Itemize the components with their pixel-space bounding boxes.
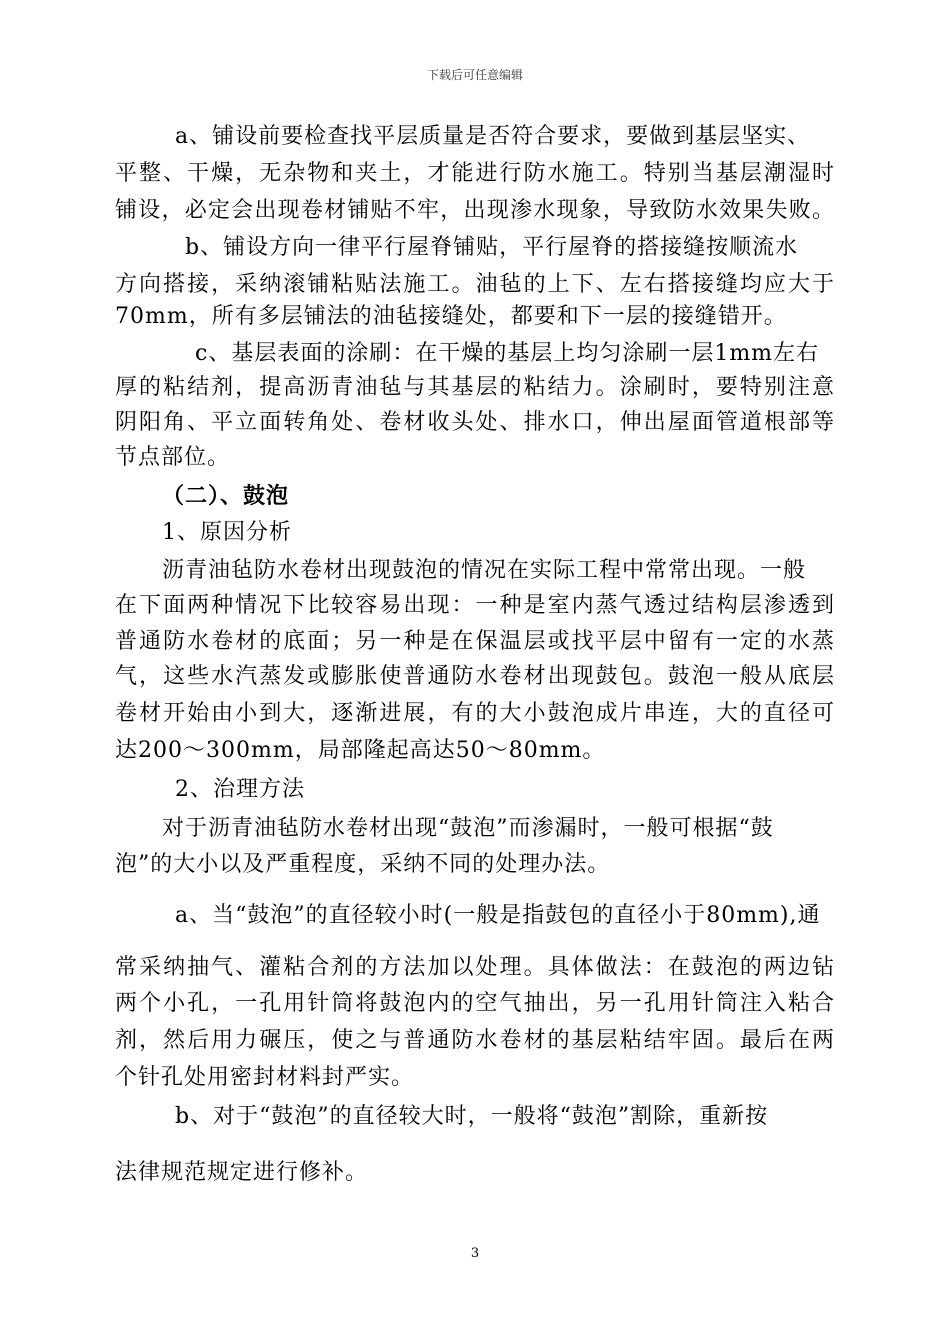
paragraph-line: 铺设，必定会出现卷材铺贴不牢，出现渗水现象，导致防水效果失败。 <box>115 198 835 223</box>
paragraph-line: b、铺设方向一律平行屋脊铺贴，平行屋脊的搭接缝按顺流水 <box>185 235 799 260</box>
subsection-heading: 1、原因分析 <box>162 520 292 545</box>
subsection-heading: 2、治理方法 <box>175 777 305 802</box>
paragraph-line: c、基层表面的涂刷：在干燥的基层上均匀涂刷一层1mm左右 <box>195 341 820 366</box>
page-number: 3 <box>470 1246 480 1261</box>
paragraph-line: b、对于“鼓泡”的直径较大时，一般将“鼓泡”割除，重新按 <box>175 1104 769 1129</box>
paragraph-line: a、铺设前要检查找平层质量是否符合要求，要做到基层坚实、 <box>175 124 811 149</box>
paragraph-line: 普通防水卷材的底面；另一种是在保温层或找平层中留有一定的水蒸 <box>115 629 835 654</box>
paragraph-line: 平整、干燥，无杂物和夹土，才能进行防水施工。特别当基层潮湿时 <box>115 161 835 186</box>
paragraph-line: 剂，然后用力碾压，使之与普通防水卷材的基层粘结牢固。最后在两 <box>115 1028 835 1053</box>
paragraph-line: 个针孔处用密封材料封严实。 <box>115 1065 415 1090</box>
paragraph-line: 泡”的大小以及严重程度，采纳不同的处理办法。 <box>115 852 611 877</box>
paragraph-line: 厚的粘结剂，提高沥青油毡与其基层的粘结力。涂刷时，要特别注意 <box>115 375 835 400</box>
paragraph-line: 卷材开始由小到大，逐渐进展，有的大小鼓泡成片串连，大的直径可 <box>115 701 835 726</box>
paragraph-line: 沥青油毡防水卷材出现鼓泡的情况在实际工程中常常出现。一般 <box>162 558 807 583</box>
paragraph-line: 70mm，所有多层铺法的油毡接缝处，都要和下一层的接缝错开。 <box>115 304 787 329</box>
paragraph-line: 法律规范规定进行修补。 <box>115 1160 369 1185</box>
paragraph-line: a、当“鼓泡”的直径较小时(一般是指鼓包的直径小于80mm),通 <box>175 903 821 928</box>
page-header: 下载后可任意编辑 <box>426 68 523 82</box>
paragraph-line: 阴阳角、平立面转角处、卷材收头处、排水口，伸出屋面管道根部等 <box>115 410 835 435</box>
paragraph-line: 在下面两种情况下比较容易出现：一种是室内蒸气透过结构层渗透到 <box>115 593 835 618</box>
paragraph-line: 两个小孔，一孔用针筒将鼓泡内的空气抽出，另一孔用针筒注入粘合 <box>115 991 835 1016</box>
paragraph-line: 方向搭接，采纳滚铺粘贴法施工。油毡的上下、左右搭接缝均应大于 <box>115 272 835 297</box>
paragraph-line: 达200～300mm，局部隆起高达50～80mm。 <box>115 738 606 763</box>
paragraph-line: 节点部位。 <box>115 445 231 470</box>
paragraph-line: 气，这些水汽蒸发或膨胀使普通防水卷材出现鼓包。鼓泡一般从底层 <box>115 664 835 689</box>
paragraph-line: 对于沥青油毡防水卷材出现“鼓泡”而渗漏时，一般可根据“鼓 <box>162 816 774 841</box>
section-heading: （二）、鼓泡 <box>162 484 290 509</box>
paragraph-line: 常采纳抽气、灌粘合剂的方法加以处理。具体做法：在鼓泡的两边钻 <box>115 955 835 980</box>
